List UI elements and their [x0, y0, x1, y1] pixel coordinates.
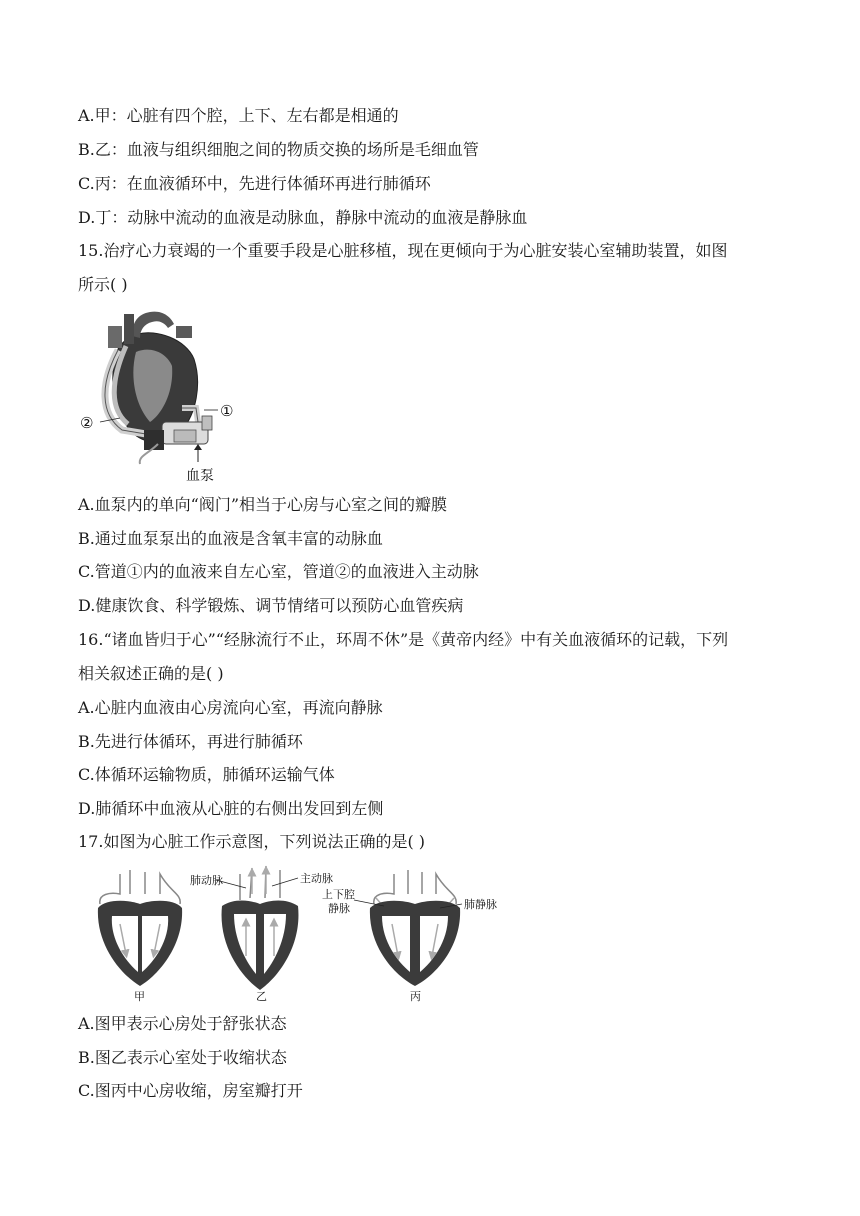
- heart-c: [322, 870, 497, 986]
- q14-option-c: C.丙：在血液循环中，先进行体循环再进行肺循环: [78, 174, 431, 193]
- q15-option-c: C.管道①内的血液来自左心室，管道②的血液进入主动脉: [78, 562, 479, 581]
- q16-stem-line2: 相关叙述正确的是( ): [78, 664, 224, 683]
- label-vena-cava-line1: 上下腔: [322, 888, 355, 901]
- q16-option-a: A.心脏内血液由心房流向心室，再流向静脉: [78, 698, 383, 717]
- label-pulmonary-vein: 肺静脉: [464, 898, 497, 911]
- q15-option-a: A.血泵内的单向“阀门”相当于心房与心室之间的瓣膜: [78, 495, 448, 514]
- caption-c: 丙: [410, 990, 421, 1003]
- label-pulmonary-artery: 肺动脉: [190, 874, 223, 887]
- q16-option-d: D.肺循环中血液从心脏的右侧出发回到左侧: [78, 799, 384, 818]
- heart-working-diagram: [90, 864, 530, 1004]
- q16-option-b: B.先进行体循环，再进行肺循环: [78, 732, 303, 751]
- q15-stem-line1: 15.治疗心力衰竭的一个重要手段是心脏移植，现在更倾向于为心脏安装心室辅助装置，如图: [78, 241, 728, 260]
- figure-label-1: ①: [220, 402, 234, 420]
- caption-a: 甲: [134, 990, 145, 1003]
- q17-option-c: C.图丙中心房收缩，房室瓣打开: [78, 1081, 303, 1100]
- heart-a: [98, 870, 182, 986]
- heart-assist-device-figure: [78, 304, 248, 484]
- figure-label-2: ②: [80, 414, 94, 432]
- q16-stem-line1: 16.“诸血皆归于心”“经脉流行不止，环周不休”是《黄帝内经》中有关血液循环的记载，下列: [78, 630, 729, 649]
- q14-option-d: D.丁：动脉中流动的血液是动脉血，静脉中流动的血液是静脉血: [78, 208, 528, 227]
- q17-stem: 17.如图为心脏工作示意图，下列说法正确的是( ): [78, 832, 426, 851]
- q14-option-b: B.乙：血液与组织细胞之间的物质交换的场所是毛细血管: [78, 140, 479, 159]
- q16-option-c: C.体循环运输物质，肺循环运输气体: [78, 765, 335, 784]
- q14-option-a: A.甲：心脏有四个腔，上下、左右都是相通的: [78, 106, 399, 125]
- q15-stem-line2: 所示( ): [78, 275, 128, 294]
- caption-b: 乙: [256, 990, 267, 1003]
- q15-option-d: D.健康饮食、科学锻炼、调节情绪可以预防心血管疾病: [78, 596, 464, 615]
- figure-label-blood-pump: 血泵: [186, 468, 214, 484]
- q17-option-a: A.图甲表示心房处于舒张状态: [78, 1014, 287, 1033]
- q17-option-b: B.图乙表示心室处于收缩状态: [78, 1048, 287, 1067]
- heart-b: [190, 866, 333, 990]
- label-vena-cava-line2: 静脉: [328, 902, 350, 915]
- label-aorta: 主动脉: [300, 872, 333, 885]
- q15-option-b: B.通过血泵泵出的血液是含氧丰富的动脉血: [78, 529, 383, 548]
